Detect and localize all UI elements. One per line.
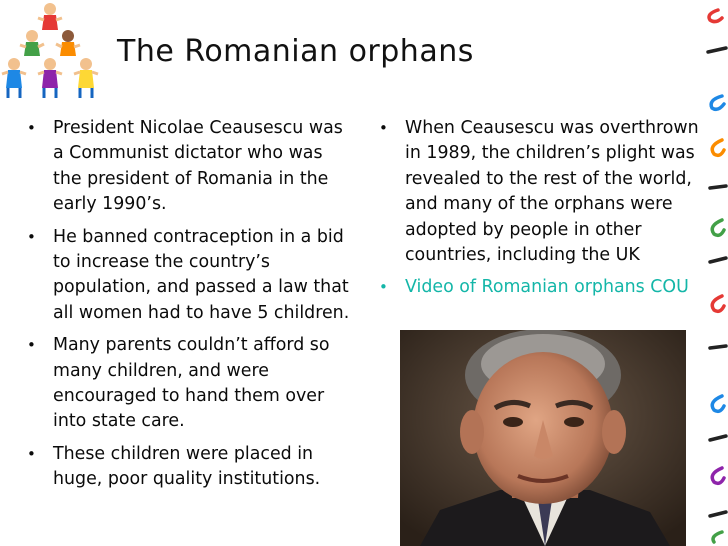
list-item (22, 116, 352, 218)
list-item (22, 225, 352, 327)
slide-title: The Romanian orphans (117, 34, 474, 69)
bullet-text: These children were placed in huge, poor quality institutions. (53, 443, 321, 490)
bullet-icon: • (379, 278, 388, 297)
left-bullet-list (22, 116, 352, 500)
bullet-icon: • (27, 119, 36, 137)
bullet-icon: • (27, 336, 36, 355)
bullet-icon: • (27, 444, 36, 463)
decorative-doodles-icon (696, 0, 728, 546)
list-item (22, 333, 352, 435)
bullet-icon: • (379, 119, 388, 137)
ceausescu-portrait (400, 330, 686, 546)
bullet-text: He banned contraception in a bid to increase the country’s population, and passed a law that all women had to have 5 children. (53, 226, 350, 323)
list-item (22, 442, 352, 493)
bullet-text: Many parents couldn’t afford so many children, and were encouraged to hand them over into state care. (53, 335, 330, 432)
list-item (374, 116, 704, 268)
list-item (374, 275, 704, 300)
right-bullet-list (374, 116, 704, 308)
bullet-icon: • (27, 227, 36, 246)
bullet-text: When Ceausescu was overthrown in 1989, the children’s plight was revealed to the rest of the world, and many of the orphans were adopted by people in other countries, including the UK (405, 118, 699, 266)
bullet-text: President Nicolae Ceausescu was a Communist dictator who was the president of Romania in the early 1990’s. (53, 118, 343, 215)
video-link[interactable]: Video of Romanian orphans COU (405, 277, 689, 298)
kids-pyramid-icon (0, 0, 104, 100)
